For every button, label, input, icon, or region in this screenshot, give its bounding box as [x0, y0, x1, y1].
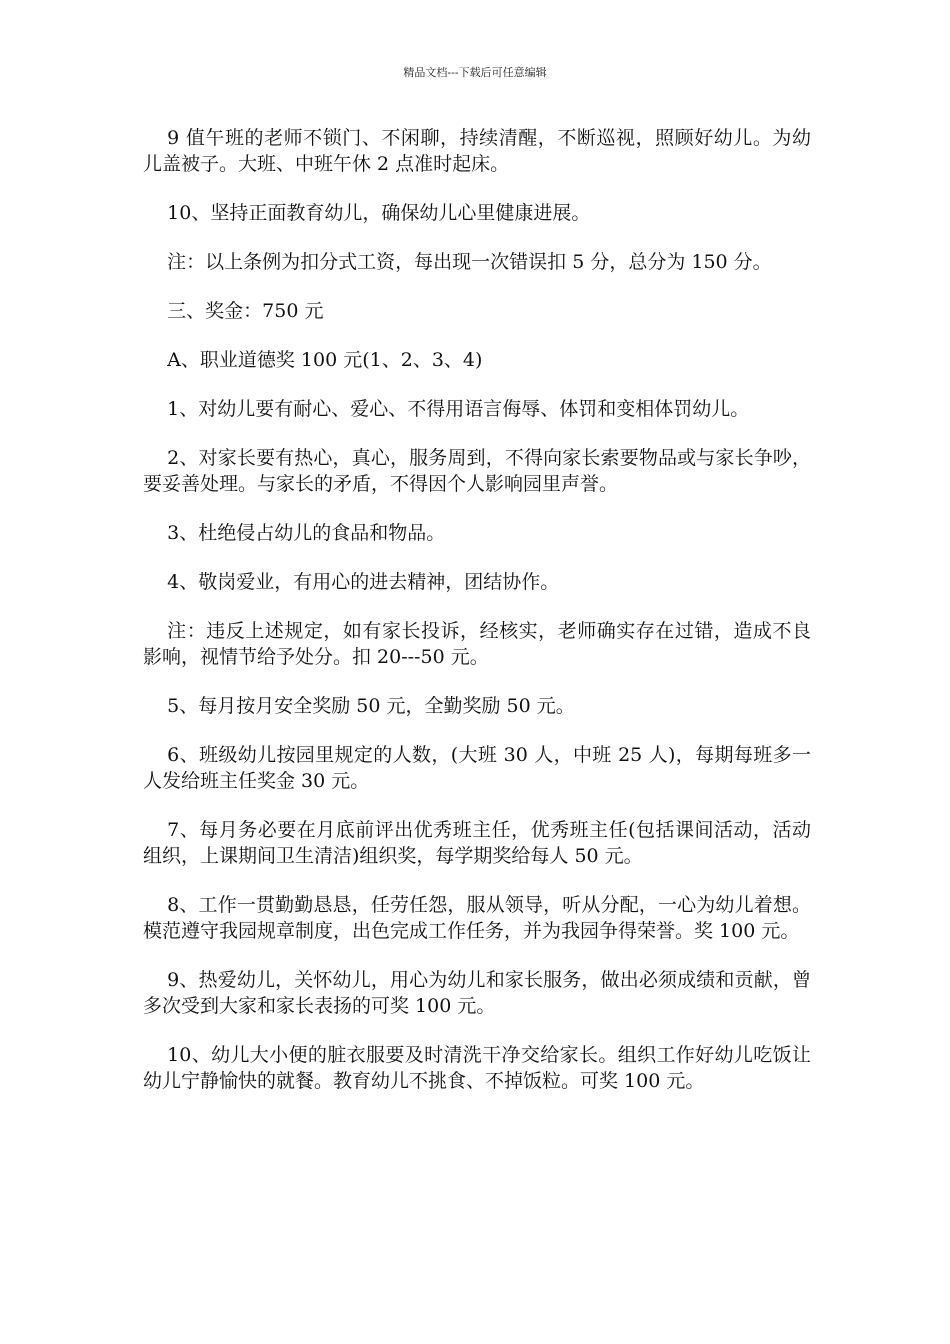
paragraph-7: 2、对家长要有热心，真心，服务周到，不得向家长索要物品或与家长争吵，要妥善处理。与家长的矛盾，不得因个人影响园里声誉。 [143, 447, 811, 495]
paragraph-10: 注：违反上述规定，如有家长投诉，经核实，老师确实存在过错，造成不良影响，视情节给予处分。扣 20---50 元。 [143, 620, 811, 668]
page-header: 精品文档---下载后可任意编辑 [403, 66, 547, 79]
paragraph-14: 8、工作一贯勤勤恳恳，任劳任怨，服从领导，听从分配，一心为幼儿着想。模范遵守我园规章制度，出色完成工作任务，并为我园争得荣誉。奖 100 元。 [143, 894, 811, 942]
paragraph-8: 3、杜绝侵占幼儿的食品和物品。 [167, 522, 446, 544]
paragraph-9: 4、敬岗爱业，有用心的进去精神，团结协作。 [167, 571, 560, 593]
paragraph-16: 10、幼儿大小便的脏衣服要及时清洗干净交给家长。组织工作好幼儿吃饭让幼儿宁静愉快的就餐。教育幼儿不挑食、不掉饭粒。可奖 100 元。 [143, 1044, 811, 1092]
paragraph-12: 6、班级幼儿按园里规定的人数，(大班 30 人，中班 25 人)，每期每班多一人发给班主任奖金 30 元。 [143, 744, 811, 792]
paragraph-1: 9 值午班的老师不锁门、不闲聊，持续清醒，不断巡视，照顾好幼儿。为幼儿盖被子。大班、中班午休 2 点准时起床。 [143, 127, 811, 175]
paragraph-6: 1、对幼儿要有耐心、爱心、不得用语言侮辱、体罚和变相体罚幼儿。 [167, 398, 750, 420]
paragraph-3: 注：以上条例为扣分式工资，每出现一次错误扣 5 分，总分为 150 分。 [167, 251, 772, 273]
paragraph-15: 9、热爱幼儿，关怀幼儿，用心为幼儿和家长服务，做出必须成绩和贡献，曾多次受到大家和家长表扬的可奖 100 元。 [143, 969, 811, 1017]
section-heading-bonus: 三、奖金：750 元 [167, 300, 324, 322]
paragraph-11: 5、每月按月安全奖励 50 元，全勤奖励 50 元。 [167, 695, 575, 717]
document-body [143, 125, 811, 1117]
paragraph-2: 10、坚持正面教育幼儿，确保幼儿心里健康进展。 [167, 202, 591, 224]
subsection-heading-ethics: A、职业道德奖 100 元(1、2、3、4) [167, 349, 483, 371]
paragraph-13: 7、每月务必要在月底前评出优秀班主任，优秀班主任(包括课间活动，活动组织，上课期间卫生清洁)组织奖，每学期奖给每人 50 元。 [143, 819, 811, 867]
